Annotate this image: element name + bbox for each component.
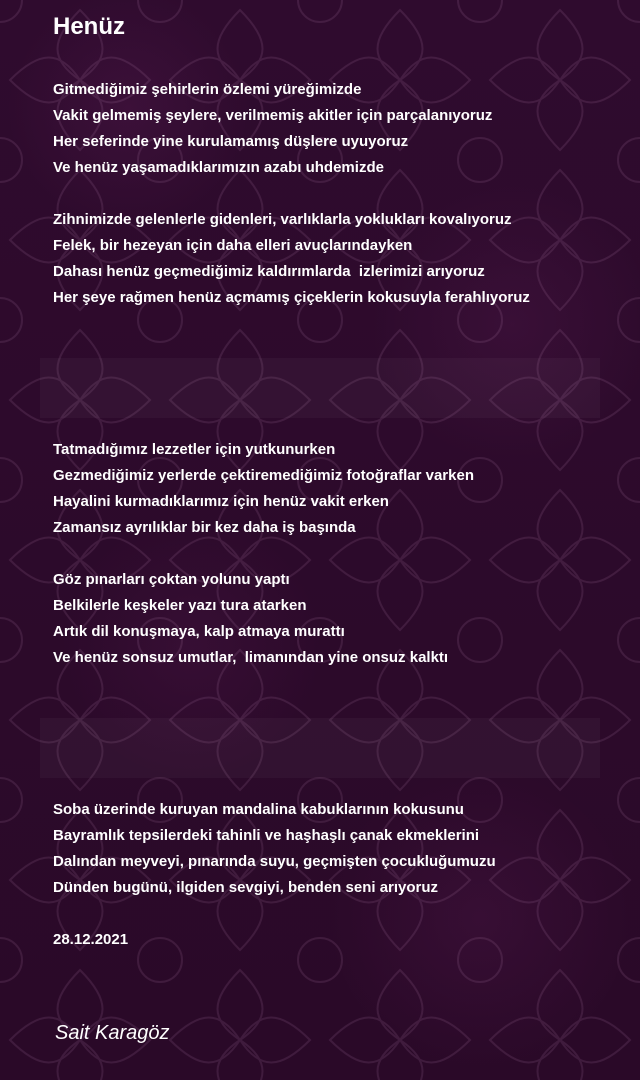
poem-line: Zamansız ayrılıklar bir kez daha iş başında <box>53 519 356 536</box>
stanza-1 <box>53 77 613 181</box>
poem-line: Bayramlık tepsilerdeki tahinli ve haşhaşlı çanak ekmeklerini <box>53 827 480 844</box>
decorative-band <box>40 358 600 418</box>
poem-line: Göz pınarları çoktan yolunu yaptı <box>53 571 290 588</box>
poem-line: Ve henüz sonsuz umutlar, limanından yine onsuz kalktı <box>53 649 449 666</box>
poem-line: Ve henüz yaşamadıklarımızın azabı uhdemizde <box>53 159 384 176</box>
poem-line: Her şeye rağmen henüz açmamış çiçeklerin kokusuyla ferahlıyoruz <box>53 289 530 306</box>
poem-line: Zihnimizde gelenlerle gidenleri, varlıklarla yoklukları kovalıyoruz <box>53 211 512 228</box>
poem-title: Henüz <box>53 13 125 40</box>
poem-line: Artık dil konuşmaya, kalp atmaya murattı <box>53 623 345 640</box>
stanza-4 <box>53 567 613 671</box>
poem-line: Soba üzerinde kuruyan mandalina kabuklarının kokusunu <box>53 801 464 818</box>
poem-line: Tatmadığımız lezzetler için yutkunurken <box>53 441 336 458</box>
poem-line: Dünden bugünü, ilgiden sevgiyi, benden seni arıyoruz <box>53 879 439 896</box>
poem-line: Hayalini kurmadıklarımız için henüz vakit erken <box>53 493 389 510</box>
stanza-3 <box>53 437 613 541</box>
poem-author: Sait Karagöz <box>55 1022 170 1044</box>
poem-line: Gitmediğimiz şehirlerin özlemi yüreğimizde <box>53 81 362 98</box>
stanza-2 <box>53 207 613 311</box>
stanza-5 <box>53 797 613 901</box>
poem-line: Gezmediğimiz yerlerde çektiremediğimiz fotoğraflar varken <box>53 467 474 484</box>
poem-line: Dahası henüz geçmediğimiz kaldırımlarda izlerimizi arıyoruz <box>53 263 485 280</box>
poem-line: Dalından meyveyi, pınarında suyu, geçmişten çocukluğumuzu <box>53 853 496 870</box>
poem-line: Her seferinde yine kurulamamış düşlere uyuyoruz <box>53 133 409 150</box>
poem-line: Belkilerle keşkeler yazı tura atarken <box>53 597 307 614</box>
decorative-band <box>40 718 600 778</box>
poem-line: Vakit gelmemiş şeylere, verilmemiş akitler için parçalanıyoruz <box>53 107 493 124</box>
poem-line: Felek, bir hezeyan için daha elleri avuçlarındayken <box>53 237 413 254</box>
poem-date: 28.12.2021 <box>53 931 129 948</box>
